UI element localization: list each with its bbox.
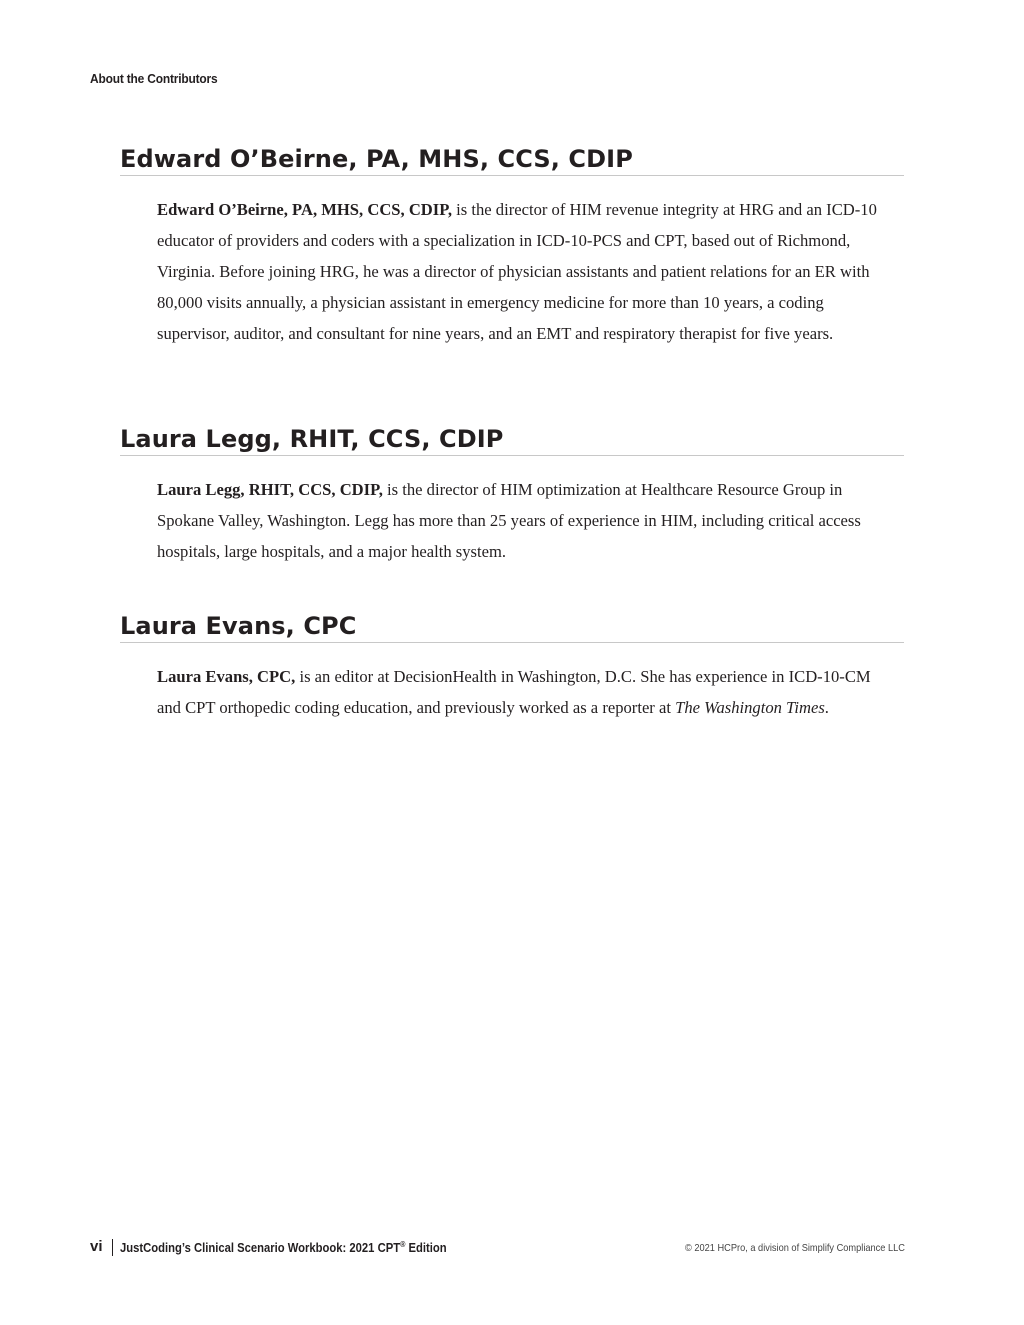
bio-lead-name: Edward O’Beirne, PA, MHS, CCS, CDIP, bbox=[157, 200, 453, 219]
bio-text: is the director of HIM optimization at Healthcare Resource Group in Spokane Valley, Washington. Legg has more than 25 years of experience in HIM, including critical access hospitals, large hospitals, and a major health system. bbox=[157, 480, 861, 561]
book-title-main: JustCoding’s Clinical Scenario Workbook: 2021 CPT bbox=[120, 1241, 401, 1255]
contributor-bio bbox=[157, 474, 897, 567]
bio-lead-name: Laura Legg, RHIT, CCS, CDIP, bbox=[157, 480, 383, 499]
contributor-section-legg bbox=[120, 424, 904, 567]
bio-lead-name: Laura Evans, CPC, bbox=[157, 667, 296, 686]
running-head: About the Contributors bbox=[90, 71, 218, 86]
contributor-bio bbox=[157, 194, 897, 349]
footer-divider bbox=[112, 1239, 113, 1256]
bio-text: is the director of HIM revenue integrity at HRG and an ICD-10 educator of providers and coders with a specialization in ICD-10-PCS and CPT, based out of Richmond, Virginia. Before joining HRG, he was a director of physician assistants and patient relations for an ER with 80,000 visits annually, a physician assistant in emergency medicine for more than 10 years, a coding supervisor, auditor, and consultant for nine years, and an EMT and respiratory therapist for five years. bbox=[157, 200, 877, 343]
contributor-heading: Laura Legg, RHIT, CCS, CDIP bbox=[120, 424, 904, 456]
bio-text: is an editor at DecisionHealth in Washington, D.C. She has experience in ICD-10-CM and CPT orthopedic coding education, and previously worked as a reporter at bbox=[157, 667, 871, 717]
bio-end: . bbox=[824, 698, 829, 717]
contributor-section-evans bbox=[120, 611, 904, 723]
page-footer bbox=[90, 1238, 905, 1258]
contributor-bio bbox=[157, 661, 897, 723]
contributor-section-obeirne bbox=[120, 144, 904, 349]
book-title-suffix: Edition bbox=[405, 1241, 447, 1255]
page-number: vi bbox=[90, 1238, 103, 1255]
publication-title: The Washington Times bbox=[675, 698, 825, 717]
contributor-heading: Edward O’Beirne, PA, MHS, CCS, CDIP bbox=[120, 144, 904, 176]
contributor-heading: Laura Evans, CPC bbox=[120, 611, 904, 643]
book-title bbox=[120, 1240, 447, 1255]
copyright-notice: © 2021 HCPro, a division of Simplify Compliance LLC bbox=[685, 1242, 905, 1254]
registered-mark: ® bbox=[400, 1240, 406, 1249]
